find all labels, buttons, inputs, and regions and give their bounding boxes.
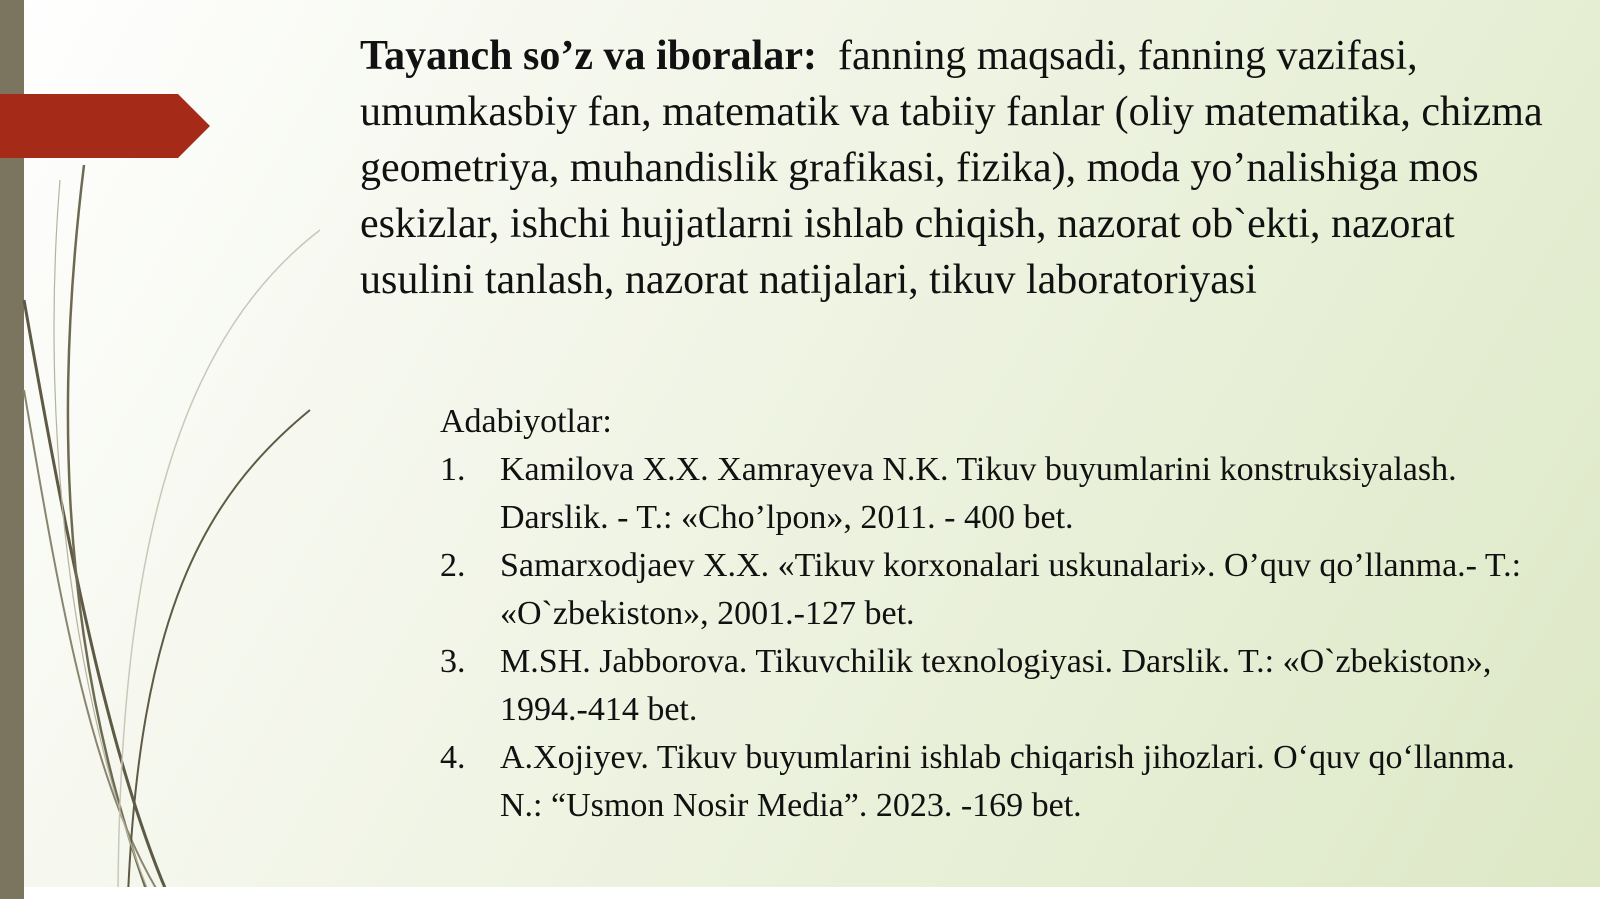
keywords-text: fanning maqsadi, fanning vazifasi, umumkasbiy fan, matematik va tabiiy fanlar (oliy matematika, chizma geometriya, muhandislik grafikasi, fizika), moda yo’nalishiga mos eskizlar, ishchi hujjatlarni ishlab chiqish, nazorat ob`ekti, nazorat usulini tanlash, nazorat natijalari, tikuv laboratoriyasi xyxy=(360,33,1543,303)
curve-line xyxy=(128,410,310,895)
reference-number: 1. xyxy=(440,451,466,488)
references-list xyxy=(440,446,1560,830)
bottom-strip xyxy=(24,887,1600,899)
reference-item xyxy=(440,446,1560,542)
reference-text: Kamilova X.X. Xamrayeva N.K. Tikuv buyumlarini konstruksiyalash. Darslik. - T.: «Cho’lpon», 2011. - 400 bet. xyxy=(500,451,1457,536)
keywords-paragraph xyxy=(360,28,1560,308)
curve-line xyxy=(24,300,168,895)
arrow-shape xyxy=(0,94,210,158)
decorative-curves xyxy=(0,0,320,899)
reference-number: 4. xyxy=(440,739,466,776)
reference-item xyxy=(440,638,1560,734)
reference-item xyxy=(440,734,1560,830)
reference-number: 3. xyxy=(440,643,466,680)
reference-number: 2. xyxy=(440,547,466,584)
references-section xyxy=(440,398,1560,830)
reference-text: Samarxodjaev X.X. «Tikuv korxonalari uskunalari». O’quv qo’llanma.- T.: «O`zbekiston», 2001.-127 bet. xyxy=(500,547,1522,632)
curve-line xyxy=(118,230,320,895)
references-title: Adabiyotlar: xyxy=(440,403,612,440)
reference-text: A.Xojiyev. Tikuv buyumlarini ishlab chiqarish jihozlari. O‘quv qo‘llanma. N.: “Usmon Nosir Media”. 2023. -169 bet. xyxy=(500,739,1515,824)
reference-item xyxy=(440,542,1560,638)
keywords-label: Tayanch so’z va iboralar: xyxy=(360,33,817,79)
reference-text: M.SH. Jabborova. Tikuvchilik texnologiyasi. Darslik. T.: «O`zbekiston», 1994.-414 bet. xyxy=(500,643,1492,728)
